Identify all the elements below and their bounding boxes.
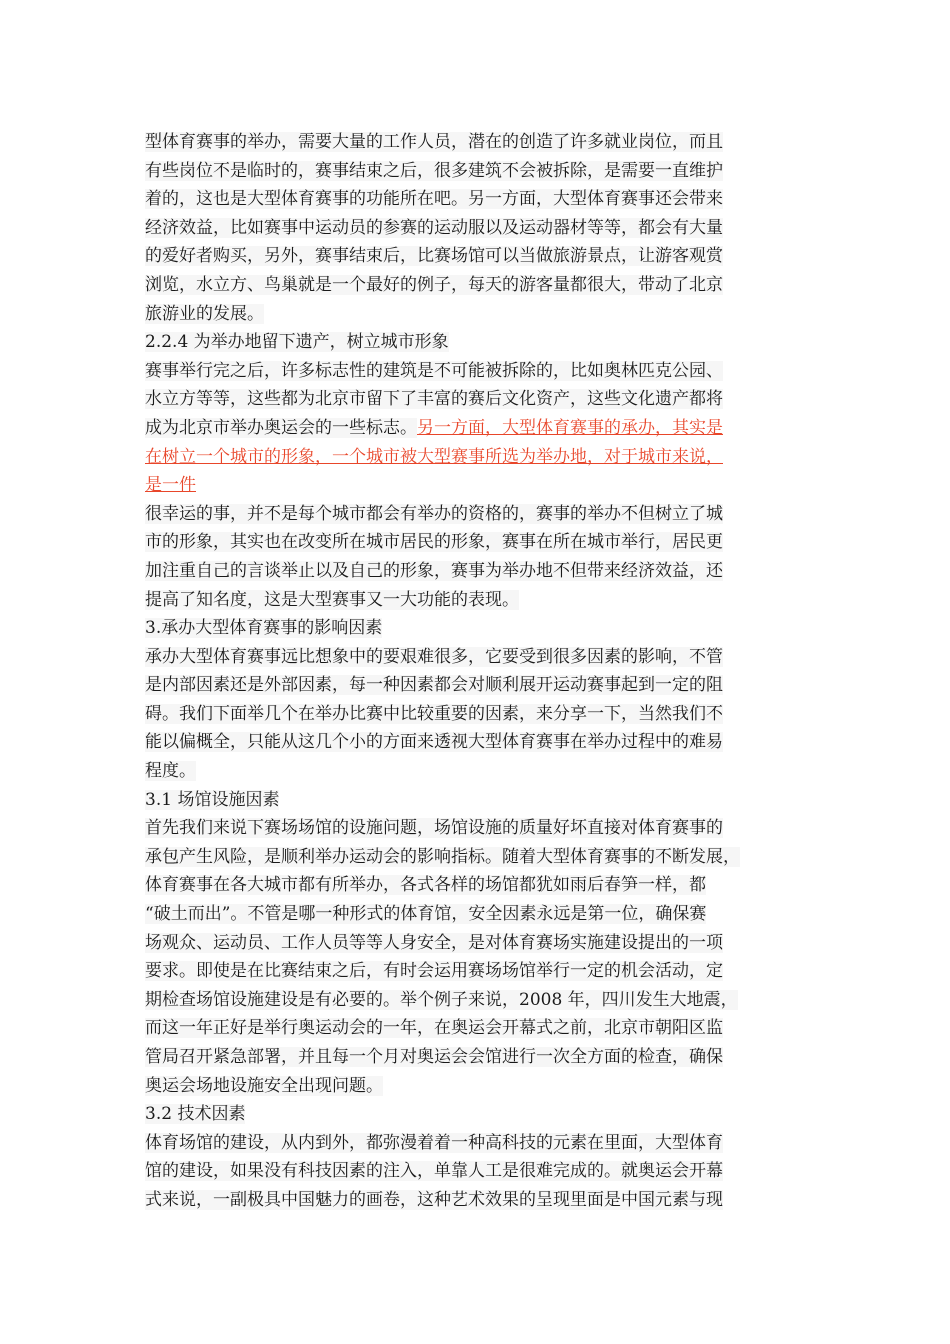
paragraph-line: 经济效益，比如赛事中运动员的参赛的运动服以及运动器材等等，都会有大量 [145,217,723,238]
paragraph-line: 成为北京市举办奥运会的一些标志。另一方面，大型体育赛事的承办，其实是 [145,417,723,438]
paragraph-line: 浏览，水立方、鸟巢就是一个最好的例子，每天的游客量都很大，带动了北京 [145,274,723,295]
paragraph-line: 馆的建设，如果没有科技因素的注入，单靠人工是很难完成的。就奥运会开幕 [145,1161,723,1182]
paragraph-line: 奥运会场地设施安全出现问题。 [145,1075,383,1096]
paragraph-line: 首先我们来说下赛场场馆的设施问题，场馆设施的质量好坏直接对体育赛事的 [145,818,723,839]
paragraph-line: 体育场馆的建设，从内到外，都弥漫着着一种高科技的元素在里面，大型体育 [145,1132,723,1153]
paragraph-line: 是内部因素还是外部因素，每一种因素都会对顺利展开运动赛事起到一定的阻 [145,675,723,696]
paragraph-line: 管局召开紧急部署，并且每一个月对奥运会会馆进行一次全方面的检查，确保 [145,1047,723,1067]
paragraph-line: 程度。 [145,761,196,782]
paragraph-line: 而这一年正好是举行奥运动会的一年，在奥运会开幕式之前，北京市朝阳区监 [145,1018,723,1039]
paragraph-line: 型体育赛事的举办，需要大量的工作人员，潜在的创造了许多就业岗位，而且 [145,132,723,152]
paragraph-line: 很幸运的事，并不是每个城市都会有举办的资格的，赛事的举办不但树立了城 [145,503,723,524]
section-heading: 3.2 技术因素 [145,1104,246,1125]
paragraph-line: 承办大型体育赛事远比想象中的要艰难很多，它要受到很多因素的影响，不管 [145,646,723,667]
paragraph-line: 水立方等等，这些都为北京市留下了丰富的赛后文化资产，这些文化遗产都将 [145,389,723,410]
paragraph-line: 承包产生风险，是顺利举办运动会的影响指标。随着大型体育赛事的不断发展， [145,846,740,867]
paragraph-line: “破土而出”。不管是哪一种形式的体育馆，安全因素永远是第一位，确保赛 [145,904,707,925]
paragraph-line: 市的形象，其实也在改变所在城市居民的形象，赛事在所在城市举行，居民更 [145,532,723,553]
paragraph-line: 有些岗位不是临时的，赛事结束之后，很多建筑不会被拆除，是需要一直维护 [145,160,723,181]
paragraph-line: 的爱好者购买，另外，赛事结束后，比赛场馆可以当做旅游景点，让游客观赏 [145,246,723,267]
paragraph-line: 式来说，一副极具中国魅力的画卷，这种艺术效果的呈现里面是中国元素与现 [145,1189,723,1210]
highlighted-text: 在树立一个城市的形象，一个城市被大型赛事所选为举办地，对于城市来说， [145,446,723,467]
paragraph-line: 提高了知名度，这是大型赛事又一大功能的表现。 [145,589,519,610]
section-heading: 3.1 场馆设施因素 [145,789,280,810]
document-body [145,128,810,1215]
section-heading: 2.2.4 为举办地留下遗产，树立城市形象 [145,332,449,353]
paragraph-line: 着的，这也是大型体育赛事的功能所在吧。另一方面，大型体育赛事还会带来 [145,189,723,210]
paragraph-line: 体育赛事在各大城市都有所举办，各式各样的场馆都犹如雨后春笋一样，都 [145,875,706,896]
highlighted-text: 另一方面，大型体育赛事的承办，其实是 [417,417,723,438]
paragraph-line: 赛事举行完之后，许多标志性的建筑是不可能被拆除的，比如奥林匹克公园、 [145,360,723,381]
highlighted-text: 是一件 [145,475,196,496]
paragraph-line [145,471,810,500]
paragraph-line [145,443,810,472]
paragraph-line: 期检查场馆设施建设是有必要的。举个例子来说，2008 年，四川发生大地震， [145,989,738,1010]
paragraph-line: 旅游业的发展。 [145,303,264,324]
paragraph-line: 要求。即使是在比赛结束之后，有时会运用赛场场馆举行一定的机会活动，定 [145,961,723,982]
section-heading: 3.承办大型体育赛事的影响因素 [145,618,383,639]
paragraph-line: 能以偏概全，只能从这几个小的方面来透视大型体育赛事在举办过程中的难易 [145,732,723,753]
paragraph-line: 场观众、运动员、工作人员等等人身安全，是对体育赛场实施建设提出的一项 [145,932,723,953]
paragraph-line: 加注重自己的言谈举止以及自己的形象，赛事为举办地不但带来经济效益，还 [145,560,723,581]
paragraph-line: 碍。我们下面举几个在举办比赛中比较重要的因素，来分享一下，当然我们不 [145,703,723,724]
